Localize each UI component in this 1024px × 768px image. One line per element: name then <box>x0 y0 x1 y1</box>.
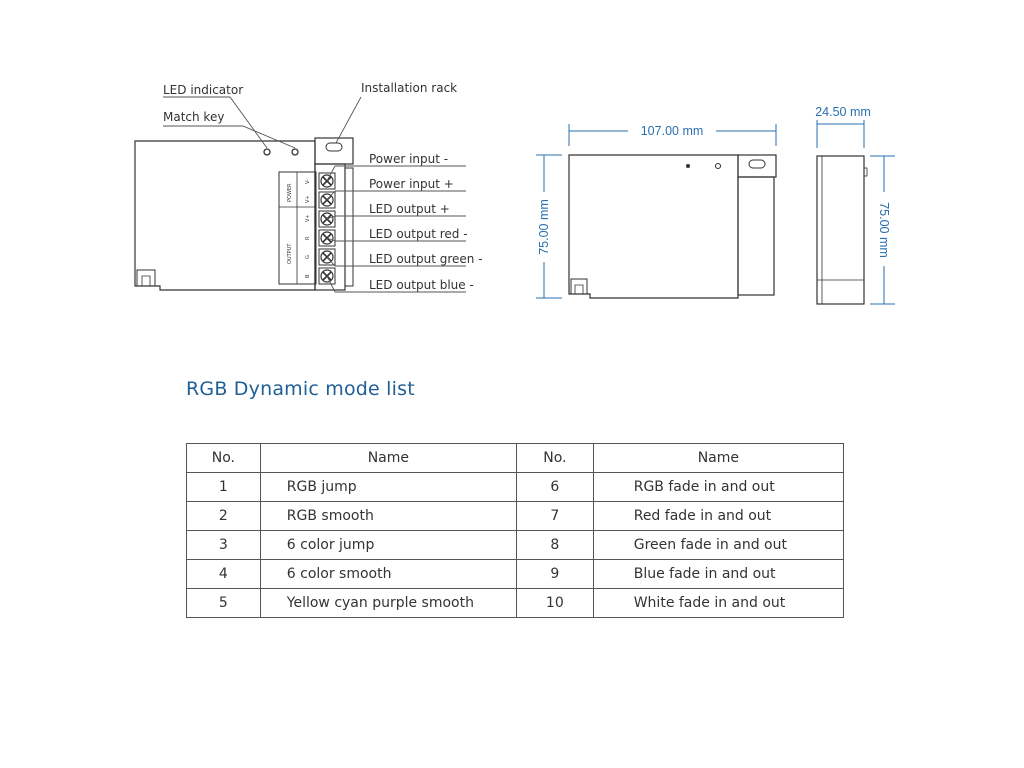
terminal-label-power-plus: Power input + <box>369 177 454 191</box>
side-view <box>817 156 867 304</box>
mark-g: G <box>305 255 311 259</box>
terminal-screws <box>319 173 335 284</box>
power-group-label: POWER <box>287 183 293 202</box>
mode-name: Yellow cyan purple smooth <box>260 589 516 618</box>
mode-number: 8 <box>516 531 593 560</box>
mode-name: 6 color jump <box>260 531 516 560</box>
mode-number: 10 <box>516 589 593 618</box>
mark-v-plus-2: V+ <box>305 214 311 222</box>
mark-b: B <box>305 274 311 278</box>
mode-name: 6 color smooth <box>260 560 516 589</box>
mode-name: Red fade in and out <box>593 502 843 531</box>
front-led-dot <box>686 164 690 168</box>
mode-number: 3 <box>187 531 261 560</box>
mode-list-title: RGB Dynamic mode list <box>186 378 415 400</box>
mode-name: RGB jump <box>260 473 516 502</box>
mode-number: 6 <box>516 473 593 502</box>
table-row <box>187 531 844 560</box>
terminal-marks <box>287 179 311 278</box>
mode-number: 2 <box>187 502 261 531</box>
mode-name: RGB fade in and out <box>593 473 843 502</box>
terminal-label-power-minus: Power input - <box>369 152 449 166</box>
mode-number: 1 <box>187 473 261 502</box>
terminal-label-blue: LED output blue - <box>369 278 474 292</box>
terminal-label-red: LED output red - <box>369 227 468 241</box>
output-group-label: OUTPUT <box>287 243 293 264</box>
match-key-dot <box>292 149 298 155</box>
depth-dimension-label: 24.50 mm <box>815 105 871 119</box>
mode-name: Green fade in and out <box>593 531 843 560</box>
table-row <box>187 560 844 589</box>
table-header-row <box>187 444 844 473</box>
terminal-label-green: LED output green - <box>369 252 483 266</box>
table-row <box>187 589 844 618</box>
match-key-label: Match key <box>163 110 225 124</box>
mark-r: R <box>305 236 311 240</box>
front-key-dot <box>716 164 721 169</box>
mode-number: 4 <box>187 560 261 589</box>
front-dimension-view <box>569 155 776 298</box>
side-height-dimension-label: 75.00 mm <box>877 202 891 258</box>
table-row <box>187 502 844 531</box>
mode-number: 7 <box>516 502 593 531</box>
mode-name: Blue fade in and out <box>593 560 843 589</box>
header-no-2: No. <box>516 444 593 473</box>
header-no-1: No. <box>187 444 261 473</box>
header-name-1: Name <box>260 444 516 473</box>
led-indicator-label: LED indicator <box>163 83 244 97</box>
mode-list-table <box>186 443 844 618</box>
front-height-dimension-label: 75.00 mm <box>537 199 551 255</box>
installation-rack-label: Installation rack <box>361 81 458 95</box>
width-dimension-label: 107.00 mm <box>640 124 704 138</box>
device-diagram <box>0 0 1024 340</box>
mark-v-minus: V- <box>305 179 311 184</box>
depth-dimension-lines <box>817 120 864 148</box>
mode-number: 9 <box>516 560 593 589</box>
mark-v-plus: V+ <box>305 195 311 203</box>
mode-name: RGB smooth <box>260 502 516 531</box>
terminal-label-led-plus: LED output + <box>369 202 450 216</box>
header-name-2: Name <box>593 444 843 473</box>
table-row <box>187 473 844 502</box>
led-indicator-dot <box>264 149 270 155</box>
mode-number: 5 <box>187 589 261 618</box>
mode-name: White fade in and out <box>593 589 843 618</box>
